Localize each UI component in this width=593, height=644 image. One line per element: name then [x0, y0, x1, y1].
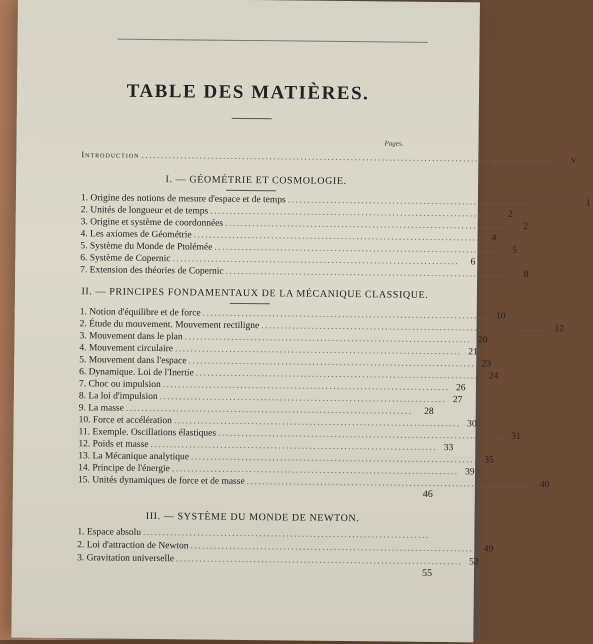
- section-heading-1: I. — GÉOMÉTRIE ET COSMOLOGIE.: [165, 174, 347, 188]
- toc-row: 4. Les axiomes de Géométrie .......................................................................... 4: [80, 229, 497, 244]
- toc-row: 14. Principe de l'énergie .......................................................................... 39: [78, 463, 475, 478]
- pages-column-label: Pages.: [384, 139, 404, 148]
- toc-row: 12. Poids et masse .......................................................................... 33: [78, 439, 454, 454]
- toc-row: 2. Étude du mouvement. Mouvement rectiligne .......................................................................... 12: [79, 319, 565, 335]
- toc-trailing-page: 55: [421, 567, 433, 579]
- title-underline: [232, 118, 272, 119]
- toc-trailing-page: 46: [422, 488, 433, 500]
- toc-row: 11. Exemple. Oscillations élastiques .......................................................................... 31: [78, 427, 521, 442]
- toc-item-label: Introduction: [81, 149, 140, 160]
- toc-row: 2. Unités de longueur et de temps .......................................................................... 2: [80, 205, 514, 220]
- toc-row: 5. Système du Monde de Ptolémée .......................................................................... 5: [80, 241, 518, 256]
- toc-row: 1. Notion d'équilibre et de force .......................................................................... 10: [79, 307, 506, 322]
- toc-row: 3. Origine et système de coordonnées .......................................................................... 2: [80, 217, 528, 232]
- toc-row: 10. Force et accélération .......................................................................... 30: [78, 415, 477, 430]
- book-page: [11, 0, 591, 642]
- toc-row: 7. Extension des théories de Copernic .......................................................................... 8: [80, 265, 529, 280]
- toc-row: 3. Gravitation universelle .......................................................................... 52: [77, 553, 479, 568]
- toc-intro-row: Introduction ............................................................................................................ v: [81, 149, 577, 166]
- section-rule: [230, 303, 270, 304]
- toc-row: 13. La Mécanique analytique .......................................................................... 35: [78, 451, 494, 466]
- toc-item-page: v: [571, 155, 577, 166]
- section-heading-3: III. — SYSTÈME DU MONDE DE NEWTON.: [145, 510, 360, 525]
- toc-row: 5. Mouvement dans l'espace .......................................................................... 23: [79, 355, 492, 370]
- toc-row: 2. Loi d'attraction de Newton .......................................................................... 49: [77, 540, 494, 555]
- toc-row: 6. Dynamique. Loi de l'Inertie .......................................................................... 24: [79, 367, 499, 382]
- toc-row: 6. Système de Copernic .......................................................................... 6: [80, 253, 476, 268]
- section-heading-2: II. — PRINCIPES FONDAMENTAUX DE LA MÉCANIQUE CLASSIQUE.: [81, 286, 429, 301]
- top-rule: [118, 39, 428, 43]
- toc-row: 4. Mouvement circulaire .......................................................................... 21: [79, 343, 478, 358]
- toc-row: 15. Unités dynamiques de force et de masse .......................................................................... 40: [77, 475, 550, 491]
- section-rule: [226, 190, 276, 192]
- toc-row: 9. La masse .......................................................................... 28: [78, 403, 434, 417]
- page-title: TABLE DES MATIÈRES.: [126, 80, 370, 105]
- toc-row: 7. Choc ou impulsion .......................................................................... 26: [78, 379, 466, 394]
- toc-row: 3. Mouvement dans le plan .......................................................................... 20: [79, 331, 488, 346]
- toc-row: 1. Origine des notions de mesure d'espace et de temps .......................................................................... 1: [80, 193, 591, 209]
- toc-row: 1. Espace absolu ..........................................................................: [77, 527, 430, 541]
- toc-row: 8. La loi d'impulsion .......................................................................... 27: [78, 391, 463, 406]
